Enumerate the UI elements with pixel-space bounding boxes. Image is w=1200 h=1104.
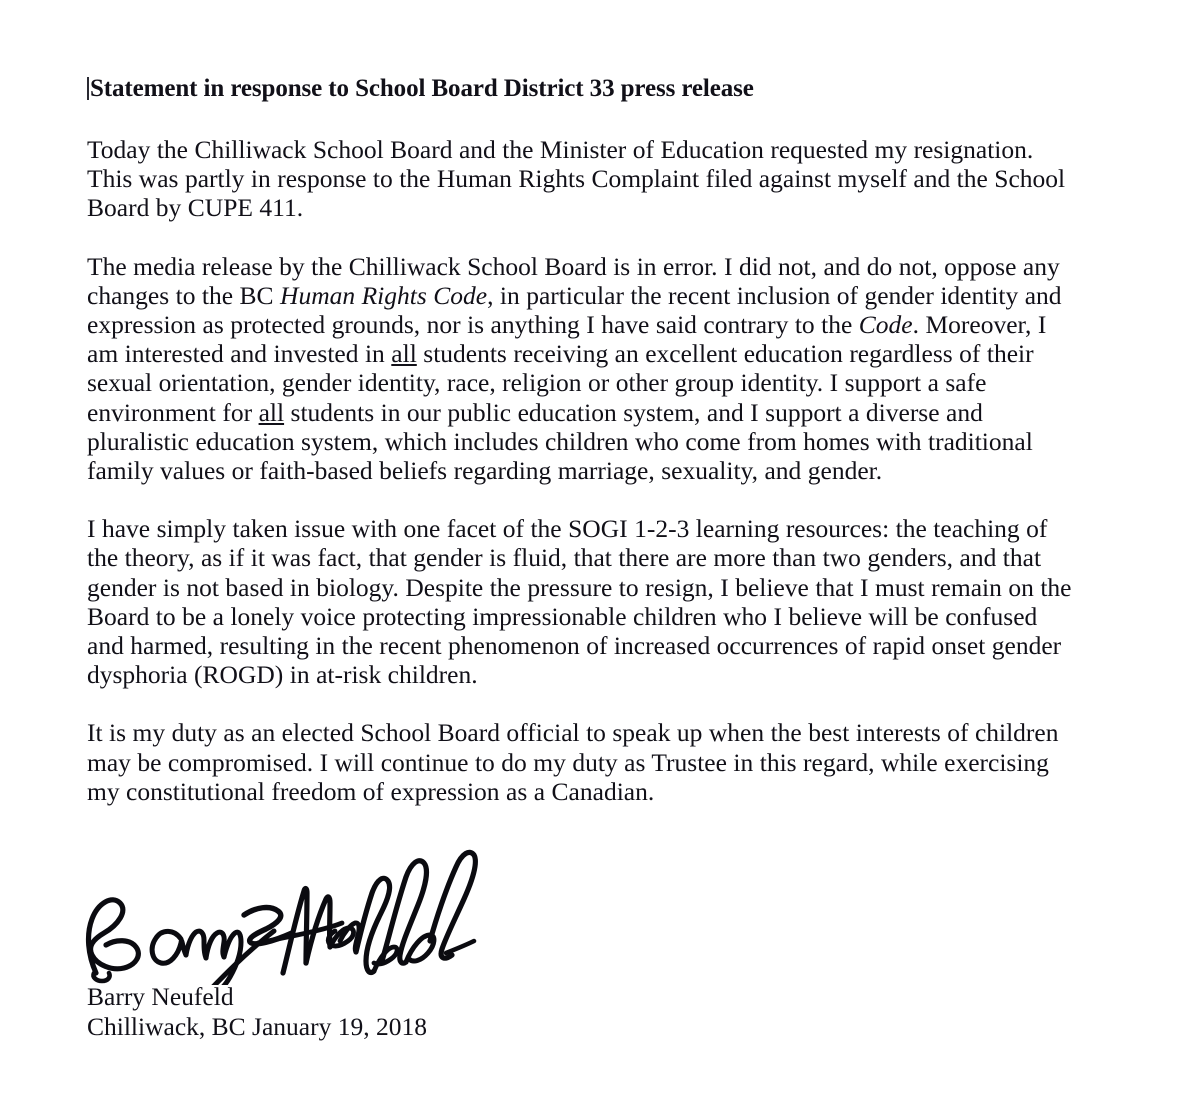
text-caret xyxy=(87,77,89,100)
paragraph-3-text: I have simply taken issue with one facet of the SOGI 1-2-3 learning resources: the teaching of the theory, as if it was fact, that gender is fluid, that there are more than two genders, and that gender is not based in biology. Despite the pressure to resign, I believe that I must remain on the Board to be a lonely voice protecting impressionable children who I believe will be confused and harmed, resulting in the recent phenomenon of increased occurrences of rapid onset gender dysphoria (ROGD) in at-risk children. xyxy=(87,514,1072,690)
page-title xyxy=(87,74,1079,104)
signer-name: Barry Neufeld xyxy=(87,982,234,1011)
document-body xyxy=(87,74,1079,806)
underline-all-second: all xyxy=(258,397,285,427)
signature-block xyxy=(87,982,427,1041)
paragraph-2-text-e: students in our public education system, and I support a diverse and pluralistic education system, which includes children who come from homes with traditional family values or faith-based beliefs regarding marriage, sexuality, and gender. xyxy=(87,397,1033,486)
paragraph-3 xyxy=(87,514,1079,689)
paragraph-2-text-b: , in particular the recent inclusion of gender identity and expression as protected grounds, nor is anything I have said contrary to the xyxy=(87,280,1062,340)
paragraph-4 xyxy=(87,718,1079,806)
paragraph-1 xyxy=(87,135,1079,223)
paragraph-2-text-a: The media release by the Chilliwack School Board is in error. I did not, and do not, oppose any changes to the BC xyxy=(87,251,1060,310)
paragraph-2-text-c: . Moreover, I am interested and invested in xyxy=(87,310,1047,369)
paragraph-4-text: It is my duty as an elected School Board official to speak up when the best interests of children may be compromised. I will continue to do my duty as Trustee in this regard, while exercising my constitutional freedom of expression as a Canadian. xyxy=(87,718,1059,806)
italic-code: Code xyxy=(858,310,913,340)
page-title-text: Statement in response to School Board District 33 press release xyxy=(90,75,754,102)
underline-all-first: all xyxy=(391,339,417,369)
signer-location-date: Chilliwack, BC January 19, 2018 xyxy=(87,1011,427,1041)
paragraph-2-text-d: students receiving an excellent education regardless of their sexual orientation, gender identity, race, religion or other group identity. I support a safe environment for xyxy=(87,339,1034,427)
italic-human-rights-code: Human Rights Code xyxy=(280,280,488,310)
paragraph-2 xyxy=(87,252,1079,486)
handwritten-signature xyxy=(78,795,498,985)
paragraph-1-text: Today the Chilliwack School Board and the Minister of Education requested my resignation. This was partly in response to the Human Rights Complaint filed against myself and the School Board by CUPE 411. xyxy=(87,135,1066,223)
